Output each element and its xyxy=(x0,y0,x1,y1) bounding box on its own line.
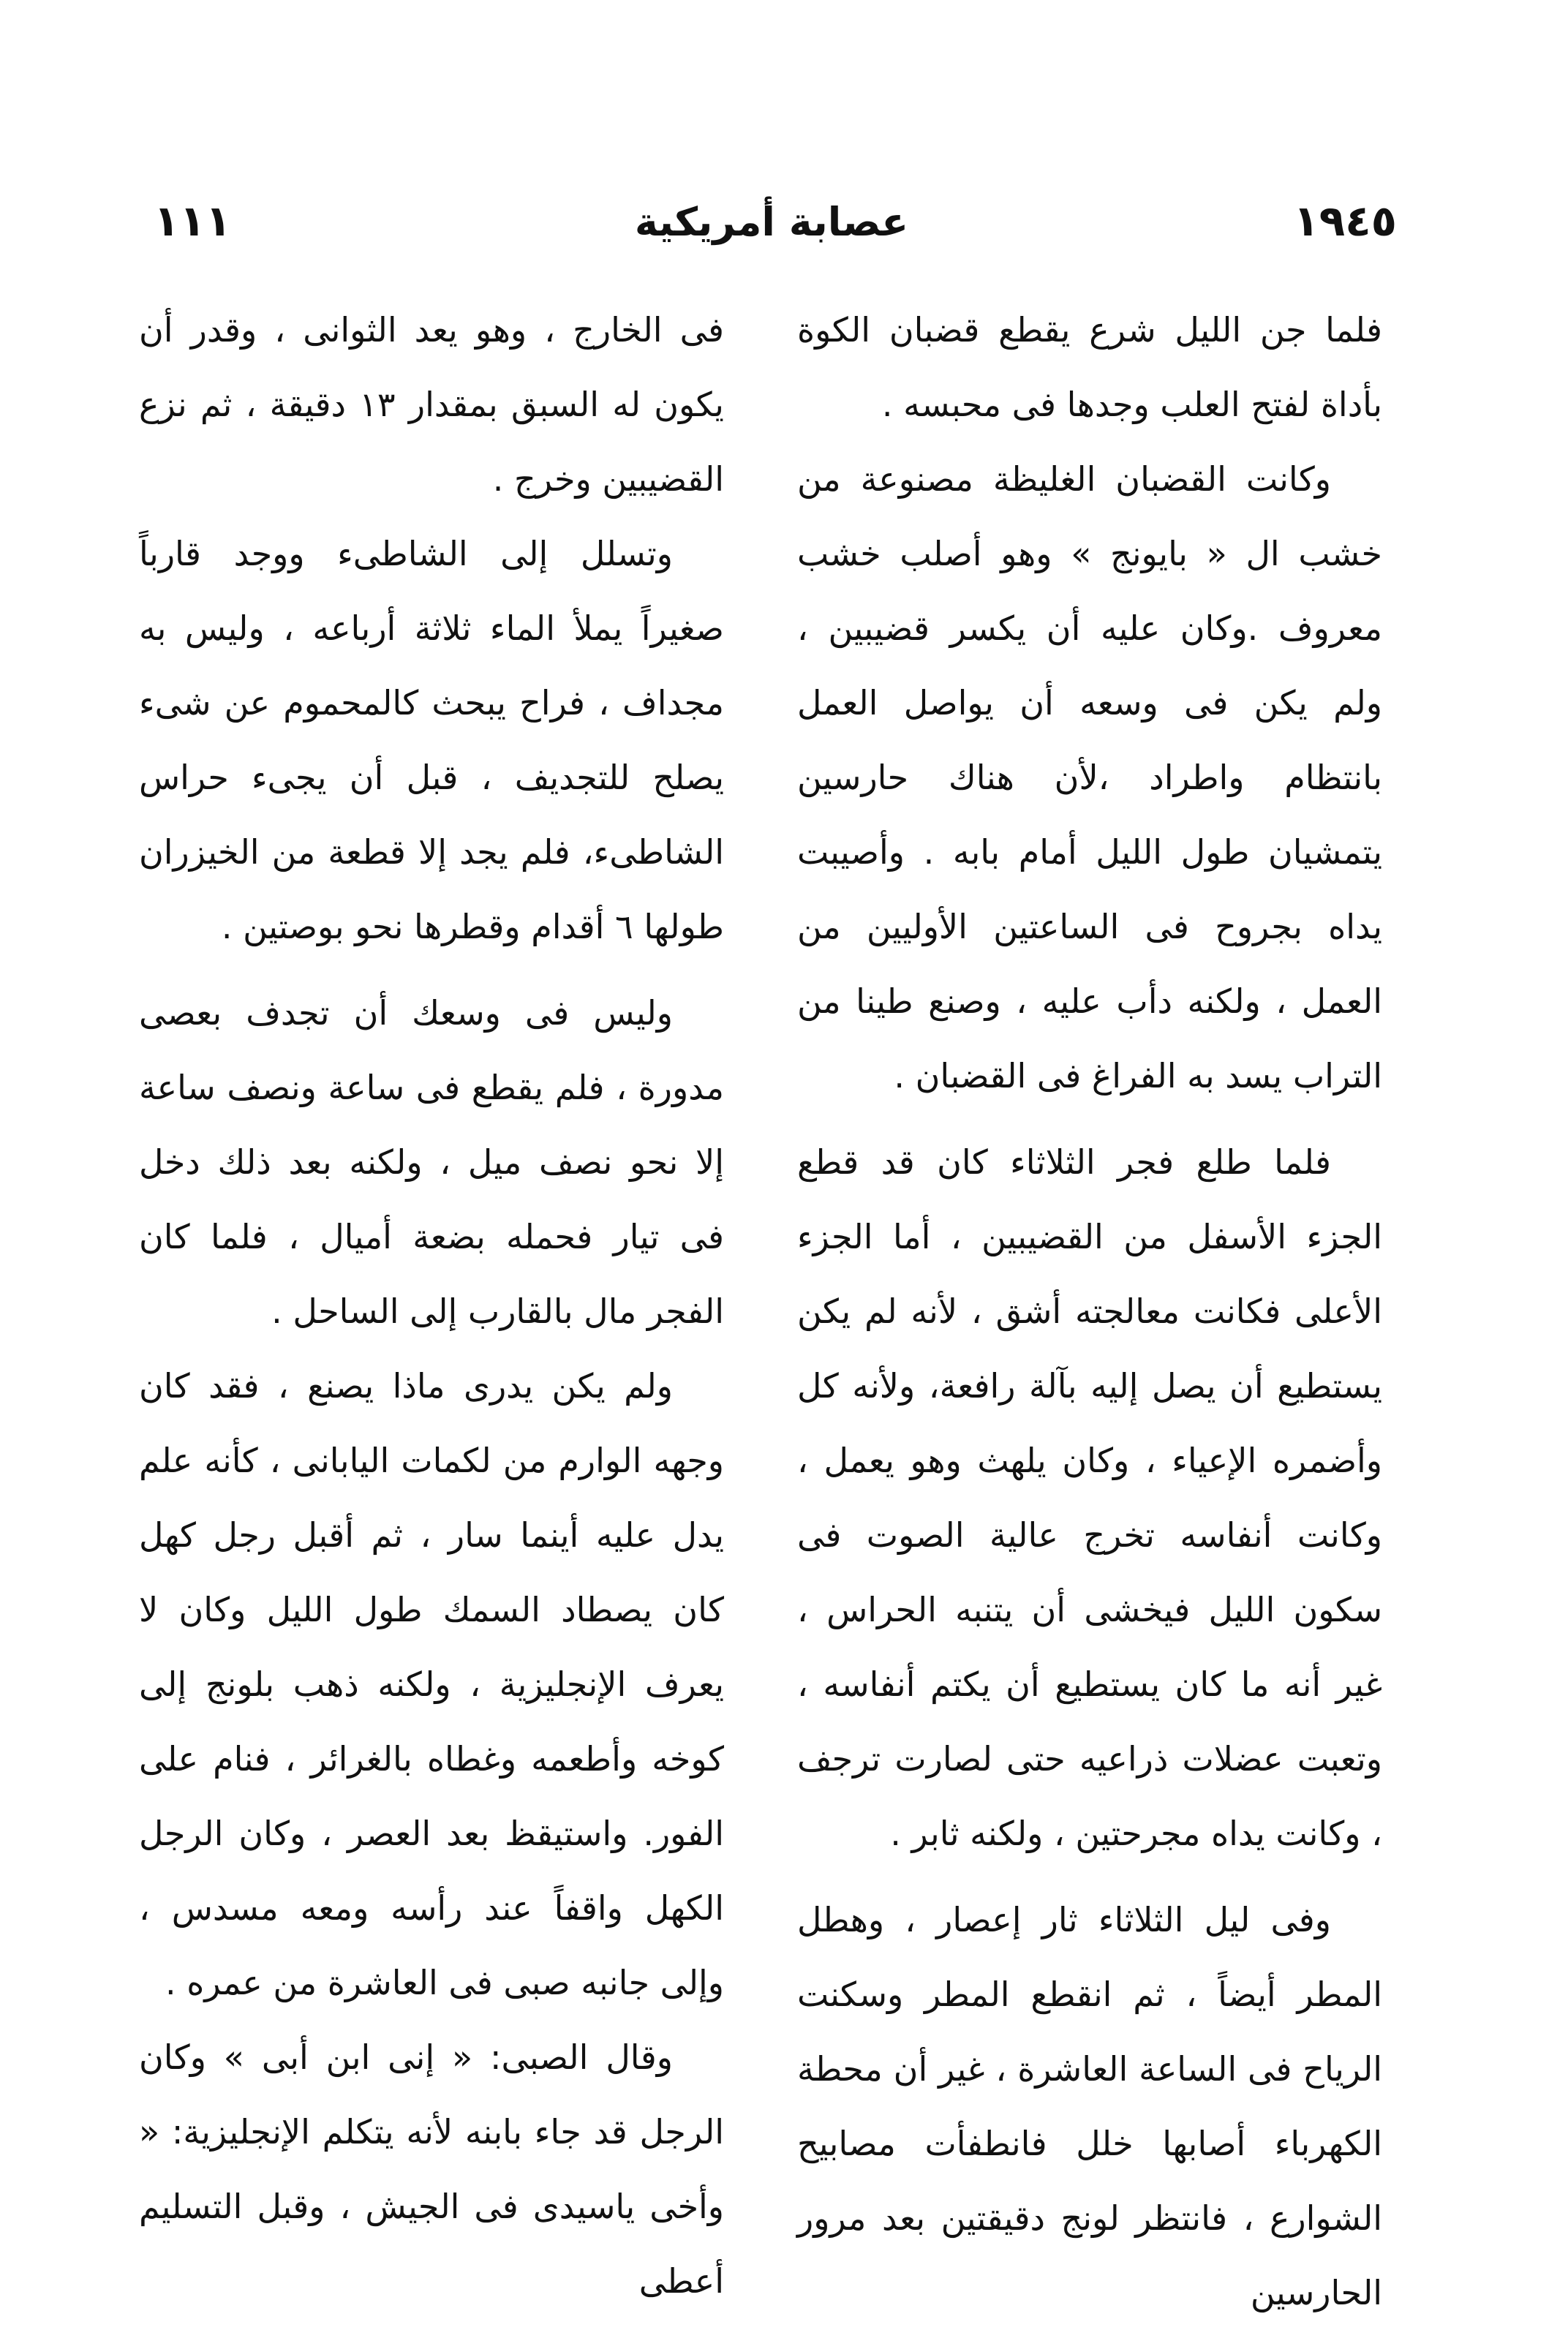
paragraph: وكانت القضبان الغليظة مصنوعة من خشب ال « بايونج » وهو أصلب خشب معروف .وكان عليه أن يكسر قضيبين ، ولم يكن فى وسعه أن يواصل العمل بانتظام واطراد ،لأن هناك حارسين يتمشيان طول الليل أمام بابه . وأصيبت يداه بجروح فى الساعتين الأوليين من العمل ، ولكنه دأب عليه ، وصنع طينا من التراب يسد به الفراغ فى القضبان . xyxy=(797,459,1382,1096)
header-year: ١٩٤٥ xyxy=(1293,196,1397,246)
paragraph: وقال الصبى: « إنى ابن أبى » وكان الرجل قد جاء بابنه لأنه يتكلم الإنجليزية: « وأخى ياسيدى فى الجيش ، وقبل التسليم أعطى xyxy=(139,2037,724,2301)
left-column xyxy=(139,293,724,2318)
header-title: عصابة أمريكية xyxy=(634,199,909,245)
paragraph: وتسلل إلى الشاطىء ووجد قارباً صغيراً يملأ الماء ثلاثة أرباعه ، وليس به مجداف ، فراح يبحث كالمحموم عن شىء يصلح للتجديف ، قبل أن يجىء حراس الشاطىء، فلم يجد إلا قطعة من الخيزران طولها ٦ أقدام وقطرها نحو بوصتين . xyxy=(139,534,724,946)
page-number: ١١١ xyxy=(154,196,232,246)
running-header xyxy=(139,196,1404,262)
paragraph: وفى ليل الثلاثاء ثار إعصار ، وهطل المطر أيضاً ، ثم انقطع المطر وسكنت الرياح فى الساعة العاشرة ، غير أن محطة الكهرباء أصابها خلل فانطفأت مصابيح الشوارع ، فانتظر لونج دقيقتين بعد مرور الحارسين xyxy=(797,1900,1382,2312)
paragraph: ولم يكن يدرى ماذا يصنع ، فقد كان وجهه الوارم من لكمات اليابانى ، كأنه علم يدل عليه أينما سار ، ثم أقبل رجل كهل كان يصطاد السمك طول الليل وكان لا يعرف الإنجليزية ، ولكنه ذهب بلونج إلى كوخه وأطعمه وغطاه بالغرائر ، فنام على الفور. واستيقظ بعد العصر ، وكان الرجل الكهل واقفاً عند رأسه ومعه مسدس ، وإلى جانبه صبى فى العاشرة من عمره . xyxy=(139,1366,724,2002)
paragraph: فى الخارج ، وهو يعد الثوانى ، وقدر أن يكون له السبق بمقدار ١٣ دقيقة ، ثم نزع القضيبين وخرج . xyxy=(139,310,724,499)
paragraph: فلما طلع فجر الثلاثاء كان قد قطع الجزء الأسفل من القضيبين ، أما الجزء الأعلى فكانت معالجته أشق ، لأنه لم يكن يستطيع أن يصل إليه بآلة رافعة، ولأنه كل وأضمره الإعياء ، وكان يلهث وهو يعمل ، وكانت أنفاسه تخرج عالية الصوت فى سكون الليل فيخشى أن يتنبه الحراس ، غير أنه ما كان يستطيع أن يكتم أنفاسه ، وتعبت عضلات ذراعيه حتى لصارت ترجف ، وكانت يداه مجرحتين ، ولكنه ثابر . xyxy=(797,1142,1382,1853)
paragraph: فلما جن الليل شرع يقطع قضبان الكوة بأداة لفتح العلب وجدها فى محبسه . xyxy=(797,310,1382,424)
paragraph: وليس فى وسعك أن تجدف بعصى مدورة ، فلم يقطع فى ساعة ونصف ساعة إلا نحو نصف ميل ، ولكنه بعد ذلك دخل فى تيار فحمله بضعة أميال ، فلما كان الفجر مال بالقارب إلى الساحل . xyxy=(139,993,724,1331)
right-column xyxy=(797,293,1382,2330)
